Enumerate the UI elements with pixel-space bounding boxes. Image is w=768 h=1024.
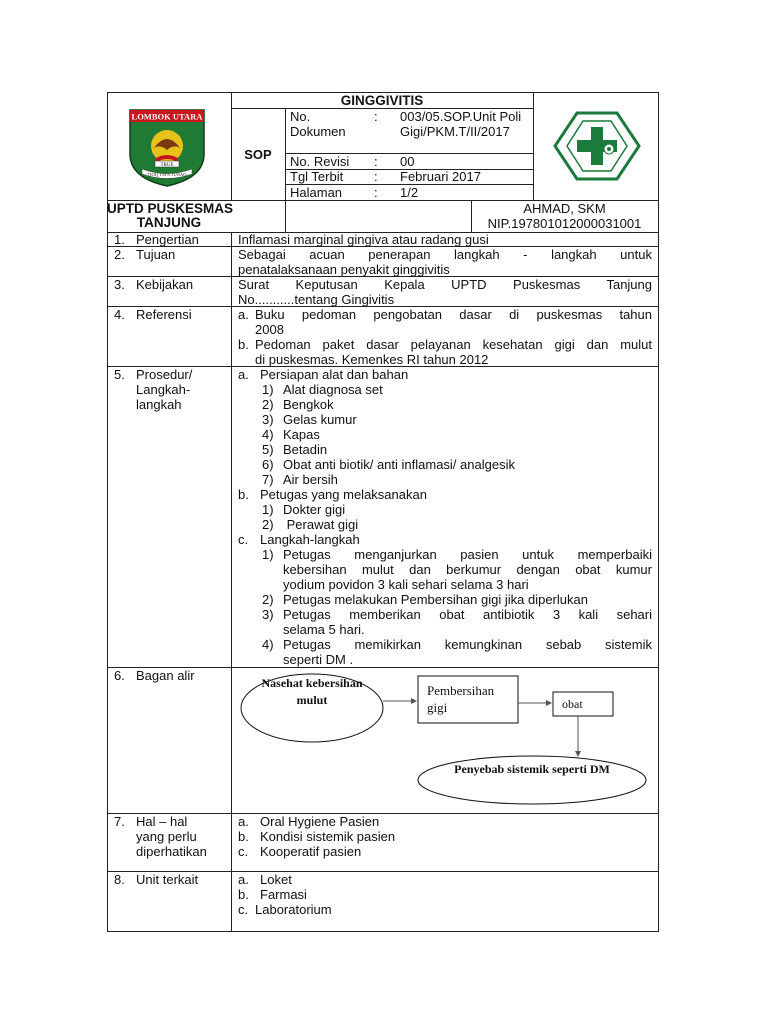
section-6-title: Bagan alir [136,668,195,683]
section-5-title-line3: langkah [136,397,182,412]
unit-item-text: Farmasi [260,887,307,902]
prosedur-a-item-text: Gelas kumur [283,412,357,427]
section-4-b-letter: b. [238,337,249,352]
meta-value-dokumen: 003/05.SOP.Unit Poli Gigi/PKM.T/II/2017 [400,109,522,139]
prosedur-c4-line1: Petugas memikirkan kemungkinan sebab sistemik [283,637,652,652]
prosedur-a-item-text: Betadin [283,442,328,457]
prosedur-a-item-num: 2) [262,397,274,412]
prosedur-c1-line1: Petugas menganjurkan pasien untuk memperbaiki [283,547,652,562]
section-3-text-line1: Surat Keputusan Kepala UPTD Puskesmas Tanjung [238,277,652,292]
meta-value-revisi: 00 [400,154,415,169]
signer-nip: NIP.197801012000031001 [487,216,642,231]
meta-colon-2: : [374,154,378,169]
section-4-a-letter: a. [238,307,249,322]
prosedur-c4-num: 4) [262,637,274,652]
unit-item-letter: a. [238,872,249,887]
org-name-line2: TANJUNG [136,215,202,230]
lombok-utara-logo [126,106,208,188]
meta-colon-3: : [374,169,378,184]
section-3-text-line2: No...........tentang Gingivitis [238,292,395,307]
hal-item-letter: b. [238,829,249,844]
prosedur-b-title: Petugas yang melaksanakan [260,487,427,502]
section-7-title-line3: diperhatikan [136,844,207,859]
meta-value-terbit: Februari 2017 [400,169,481,184]
section-1-title: Pengertian [136,232,199,247]
prosedur-c3-num: 3) [262,607,274,622]
frame-bottom [107,931,659,932]
prosedur-b-item-text: Dokter gigi [283,502,346,517]
section-4-number: 4. [114,307,125,322]
prosedur-c1-num: 1) [262,547,274,562]
unit-item-letter: b. [238,887,249,902]
section-3-number: 3. [114,277,125,292]
prosedur-c3-line2: selama 5 hari. [283,622,365,637]
section-6-number: 6. [114,668,125,683]
prosedur-a-item-num: 6) [262,457,274,472]
meta-label-dokumen: Dokumen [290,124,346,139]
meta-label-terbit: Tgl Terbit [290,169,344,184]
unit-item-text: Loket [260,872,292,887]
section-5-title-line2: Langkah- [136,382,191,397]
prosedur-c2-line1: Petugas melakukan Pembersihan gigi jika diperlukan [283,592,588,607]
document-title: GINGGIVITIS [340,93,424,108]
section-4-title: Referensi [136,307,192,322]
unit-item-letter: c. [238,902,249,917]
frame-right [658,92,659,932]
hal-item-text: Kondisi sistemik pasien [260,829,396,844]
org-name-line1: UPTD PUSKESMAS [107,201,234,216]
section-4-b-line1: Pedoman paket dasar pelayanan kesehatan gigi dan mulut [255,337,652,352]
hal-item-letter: c. [238,844,249,859]
prosedur-c-letter: c. [238,532,249,547]
prosedur-b-item-text: Perawat gigi [283,517,359,532]
prosedur-a-item-text: Obat anti biotik/ anti inflamasi/ analgesik [283,457,515,472]
section-4-a-line1: Buku pedoman pengobatan dasar di puskesmas tahun [255,307,652,322]
section-5-title-line1: Prosedur/ [136,367,193,382]
meta-colon-1: : [374,109,378,124]
logo-year-text: TRUE [160,162,174,168]
prosedur-c-title: Langkah-langkah [260,532,360,547]
section-4-b-line2: di puskesmas. Kemenkes RI tahun 2012 [255,352,489,367]
prosedur-c1-line2: kebersihan mulut dan berkumur dengan obat kumur [283,562,652,577]
flow-node-pembersihan-line1: Pembersihan [427,683,495,698]
header-divider-emblem [533,92,534,200]
prosedur-a-item-text: Bengkok [283,397,334,412]
section-8-number: 8. [114,872,125,887]
section-7-number: 7. [114,814,125,829]
meta-colon-4: : [374,185,378,200]
hal-item-letter: a. [238,814,249,829]
section-1-text: Inflamasi marginal gingiva atau radang gusi [238,232,489,247]
prosedur-c1-line3: yodium povidon 3 kali sehari selama 3 hari [283,577,529,592]
section-2-number: 2. [114,247,125,262]
sop-label: SOP [244,147,272,162]
prosedur-a-item-num: 5) [262,442,274,457]
prosedur-c2-num: 2) [262,592,274,607]
prosedur-a-title: Persiapan alat dan bahan [260,367,409,382]
flow-node-pembersihan-line2: gigi [427,700,448,715]
logo-banner-text: LOMBOK UTARA [131,111,203,122]
prosedur-a-item-num: 1) [262,382,274,397]
section-7-title-line2: yang perlu [136,829,197,844]
flow-node-nasehat-line1: Nasehat kebersihan [261,676,363,690]
prosedur-a-item-text: Kapas [283,427,320,442]
hal-item-text: Kooperatif pasien [260,844,362,859]
section-2-text-line1: Sebagai acuan penerapan langkah - langkah untuk [238,247,652,262]
section-4-a-line2: 2008 [255,322,284,337]
flow-node-nasehat-line2: mulut [296,693,328,707]
section-3-title: Kebijakan [136,277,194,292]
section-1-number: 1. [114,232,125,247]
prosedur-a-letter: a. [238,367,249,382]
prosedur-b-item-num: 1) [262,502,274,517]
prosedur-a-item-text: Air bersih [283,472,338,487]
section-7-title-line1: Hal – hal [136,814,188,829]
section-column-divider [231,232,232,932]
prosedur-a-item-num: 3) [262,412,274,427]
header-divider-sop [285,108,286,232]
meta-label-no: No. [290,109,311,124]
prosedur-a-item-num: 7) [262,472,274,487]
row-rule-6 [107,813,659,814]
signer-name: AHMAD, SKM [523,201,606,216]
section-8-title: Unit terkait [136,872,199,887]
hal-item-text: Oral Hygiene Pasien [260,814,380,829]
flow-node-penyebab-label: Penyebab sistemik seperti DM [454,762,610,776]
unit-item-text: Laboratorium [255,902,332,917]
prosedur-c4-line2: seperti DM . [283,652,354,667]
section-2-text-line2: penatalaksanaan penyakit ginggivitis [238,262,450,277]
prosedur-a-item-num: 4) [262,427,274,442]
flow-node-obat-label: obat [562,697,583,711]
section-5-number: 5. [114,367,125,382]
prosedur-c3-line1: Petugas memberikan obat antibiotik 3 kali sehari [283,607,652,622]
flowchart [232,668,658,813]
prosedur-b-letter: b. [238,487,249,502]
meta-label-revisi: No. Revisi [290,154,350,169]
meta-label-halaman: Halaman [290,185,343,200]
prosedur-a-item-text: Alat diagnosa set [283,382,383,397]
meta-value-halaman: 1/2 [400,185,419,200]
logo-motto-text: TIOQ TATA TUNAQ [147,172,187,177]
prosedur-b-item-num: 2) [262,517,274,532]
section-2-title: Tujuan [136,247,176,262]
puskesmas-emblem [553,111,641,181]
